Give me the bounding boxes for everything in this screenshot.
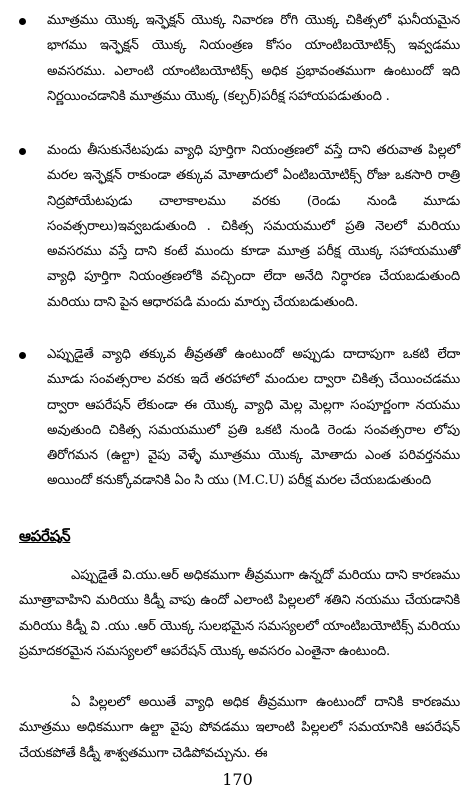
bullet-text: ఎప్పుడైతే వ్యాధి తక్కువ తీవ్రతతో ఉంటుందో అప్పుడు దాదాపుగా ఒకటి లేదా మూడు సంవత్సరాల వరకు ఇదే తరహాలో మందుల ద్వారా చికిత్స చేయించడము ద్వారా ఆపరేషన్ లేకుండా ఈ యొక్క వ్యాధి మెల్ల మెల్లగా సంపూర్ణంగా నయము అవుతుంది చికిత్స సమయములో ప్రతి ఒకటి నుండి రెండు సంవత్సరాల లోపు తిరోగమన (ఉల్టా) వైపు వెళ్ళే మూత్రము యొక్క మోతాదు ఎంత పరివర్తనము అయిందో కనుక్కోవడానికి ఏం సి యు (M.C.U) పరీక్ష మరల చేయబడుతుంది bbox=[47, 347, 460, 489]
bullet-text: మందు తీసుకునేటపుడు వ్యాధి పూర్తిగా నియంత్రణలో వస్తే దాని తరువాత పిల్లలో మరల ఇన్ఫెక్షన్ రాకుండా తక్కువ మోతాదులో ఏంటిబయోటిక్స్ రోజు ఒకసారి రాత్రి నిద్రపోయేటపుడు చాలాకాలము వరకు (రెండు నుండి మూడు సంవత్సరాలు)ఇవ్వబడుతుంది . చికిత్స సమయములో ప్రతి నెలలో మరియు అవసరము వస్తే దాని కంటే ముందు కూడా మూత్ర పరీక్ష యొక్క సహాయముతో వ్యాధి పూర్తిగా నియంత్రణలోకి వచ్చిందా లేదా అనేది నిర్ధారణ చేయబడుతుంది మరియు దాని పైన ఆధారపడి మందు మార్పు చేయబడుతుంది. bbox=[47, 143, 460, 310]
bullet-dot-icon bbox=[19, 148, 26, 155]
bullet-dot-icon bbox=[19, 18, 26, 25]
bullet-dot-icon bbox=[19, 352, 26, 359]
section-heading: ఆపరేషన్ bbox=[19, 527, 71, 545]
body-paragraph: ఏ పిల్లలలో అయితే వ్యాధి అధిక తీవ్రముగా ఉంటుందో దానికి కారణము మూత్రము అధికముగా ఉల్టా వైపు పోవడము ఇలాంటి పిల్లలలో సమయానికి ఆపరేషన్ చేయకపోతే కిడ్నీ శాశ్వతముగా చెడిపోవచ్చును. ఈ bbox=[19, 695, 460, 761]
body-paragraph: ఎప్పుడైతే వి.యు.ఆర్ అధికముగా తీవ్రముగా ఉన్నదో మరియు దాని కారణము మూత్రావాహిని మరియు కిడ్నీ వాపు ఉందో ఎలాంటి పిల్లలలో శతిని నయము చేయడానికి మరియు కిడ్నీ వి .యు .ఆర్ యొక్క సులభమైన సమస్యలలో యాంటిబయోటిక్స్ మరియు ప్రమాదకరమైన సమస్యలలో ఆపరేషన్ యొక్క అవసరం ఎంతైనా ఉంటుంది. bbox=[19, 568, 460, 659]
page-number: 170 bbox=[222, 770, 253, 789]
bullet-text: మూత్రము యొక్క ఇన్ఫెక్షన్ యొక్క నివారణ రోగి యొక్క చికిత్సలో ఘనీయమైన భాగము ఇన్ఫెక్షన్ యొక్క నియంత్రణ కోసం యాంటిబయోటిక్స్ ఇవ్వడము అవసరము. ఎలాంటి యాంటిబయోటిక్స్ అధిక ప్రభావంతముగా ఉంటుందో ఇది నిర్ణయించడానికి మూత్రము యొక్క (కల్చర్)పరీక్ష సహాయపడుతుంది . bbox=[47, 13, 460, 104]
